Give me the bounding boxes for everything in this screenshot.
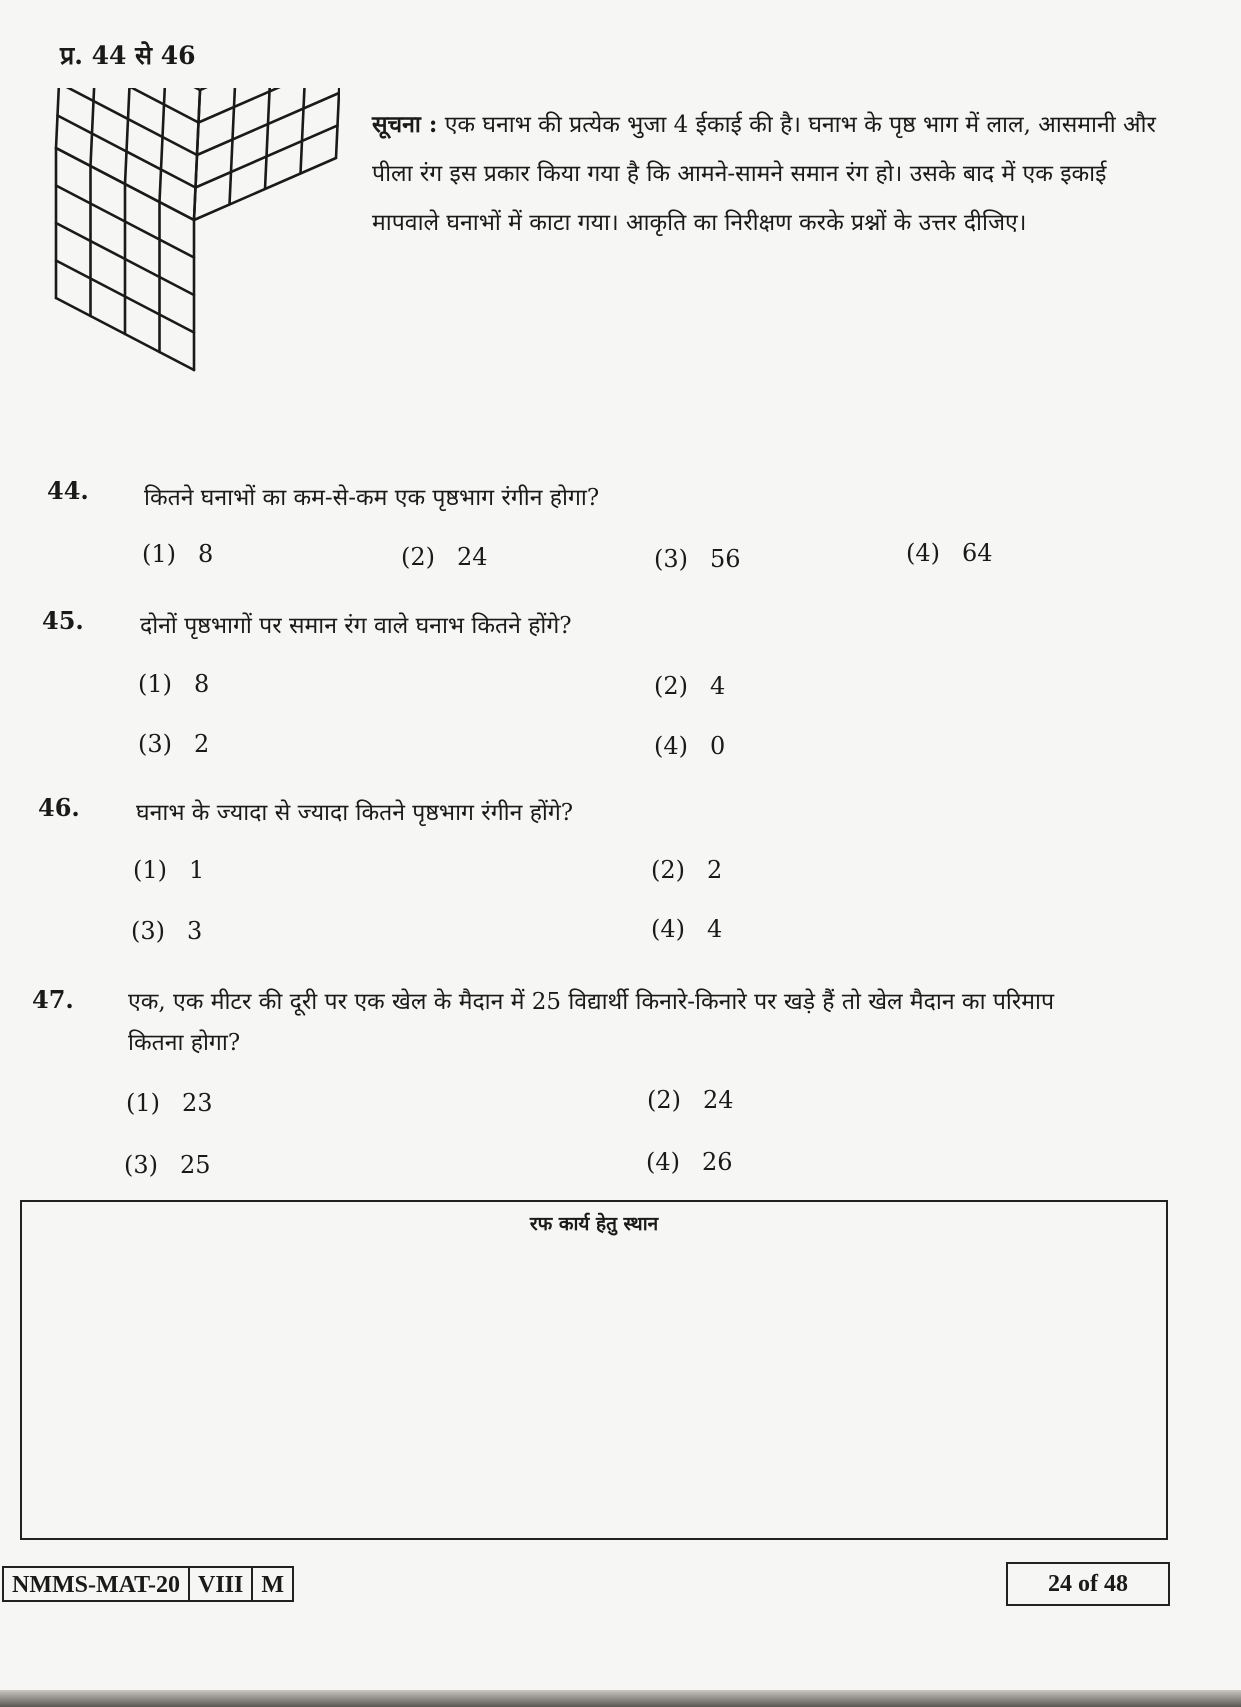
option[interactable]: (4) 64: [906, 539, 993, 567]
option[interactable]: (3) 2: [138, 730, 210, 758]
class-label: VIII: [190, 1568, 253, 1600]
page-number: 24 of 48: [1006, 1562, 1170, 1606]
option[interactable]: (1) 23: [126, 1089, 213, 1117]
question-text: कितने घनाभों का कम-से-कम एक पृष्ठभाग रंगीन होगा?: [144, 485, 600, 511]
medium-label: M: [261, 1572, 284, 1598]
option[interactable]: (4) 26: [646, 1148, 733, 1176]
option[interactable]: (1) 8: [138, 670, 210, 698]
notice-text: एक घनाभ की प्रत्येक भुजा 4 ईकाई की है। घनाभ के पृष्ठ भाग में लाल, आसमानी और पीला रंग इस प्रकार किया गया है कि आमने-सामने समान रंग हो। उसके बाद में एक इकाई मापवाले घनाभों में काटा गया। आकृति का निरीक्षण करके प्रश्नों के उत्तर दीजिए।: [372, 112, 1156, 236]
option[interactable]: (1) 1: [133, 856, 205, 884]
page-edge-shadow: [0, 1690, 1241, 1707]
question-number: 45.: [42, 606, 84, 635]
option[interactable]: (3) 25: [124, 1151, 211, 1179]
rough-work-box: [20, 1200, 1168, 1540]
option[interactable]: (3) 3: [131, 917, 203, 945]
notice-block: [372, 100, 1167, 248]
rough-work-title: रफ कार्य हेतु स्थान: [529, 1213, 659, 1235]
question-text: घनाभ के ज्यादा से ज्यादा कितने पृष्ठभाग रंगीन होंगे?: [136, 800, 574, 826]
cube-grid-line: [265, 88, 271, 189]
option[interactable]: (4) 4: [651, 915, 723, 943]
cube-grid-line: [336, 88, 340, 158]
option[interactable]: (1) 8: [142, 540, 214, 568]
option[interactable]: (3) 56: [654, 545, 741, 573]
question-number: 46.: [38, 793, 80, 822]
question-range: प्र. 44 से 46: [60, 41, 196, 70]
option[interactable]: (4) 0: [654, 732, 726, 760]
paper-code-box: [2, 1566, 294, 1602]
option[interactable]: (2) 2: [651, 856, 723, 884]
paper-code: NMMS-MAT-20: [4, 1568, 190, 1600]
question-text: दोनों पृष्ठभागों पर समान रंग वाले घनाभ कितने होंगे?: [140, 613, 572, 639]
notice-label: सूचना :: [372, 111, 438, 138]
question-number: 47.: [32, 985, 74, 1014]
option[interactable]: (2) 24: [401, 543, 488, 571]
question-text: एक, एक मीटर की दूरी पर एक खेल के मैदान में 25 विद्यार्थी किनारे-किनारे पर खड़े हैं तो खेल मैदान का परिमाप: [128, 989, 1055, 1015]
question-text-continued: कितना होगा?: [128, 1030, 241, 1056]
cube-grid-line: [301, 88, 307, 174]
option[interactable]: (2) 24: [647, 1086, 734, 1114]
option[interactable]: (2) 4: [654, 672, 726, 700]
cube-figure: [50, 88, 340, 408]
cube-grid-line: [125, 88, 131, 184]
question-number: 44.: [47, 476, 89, 505]
